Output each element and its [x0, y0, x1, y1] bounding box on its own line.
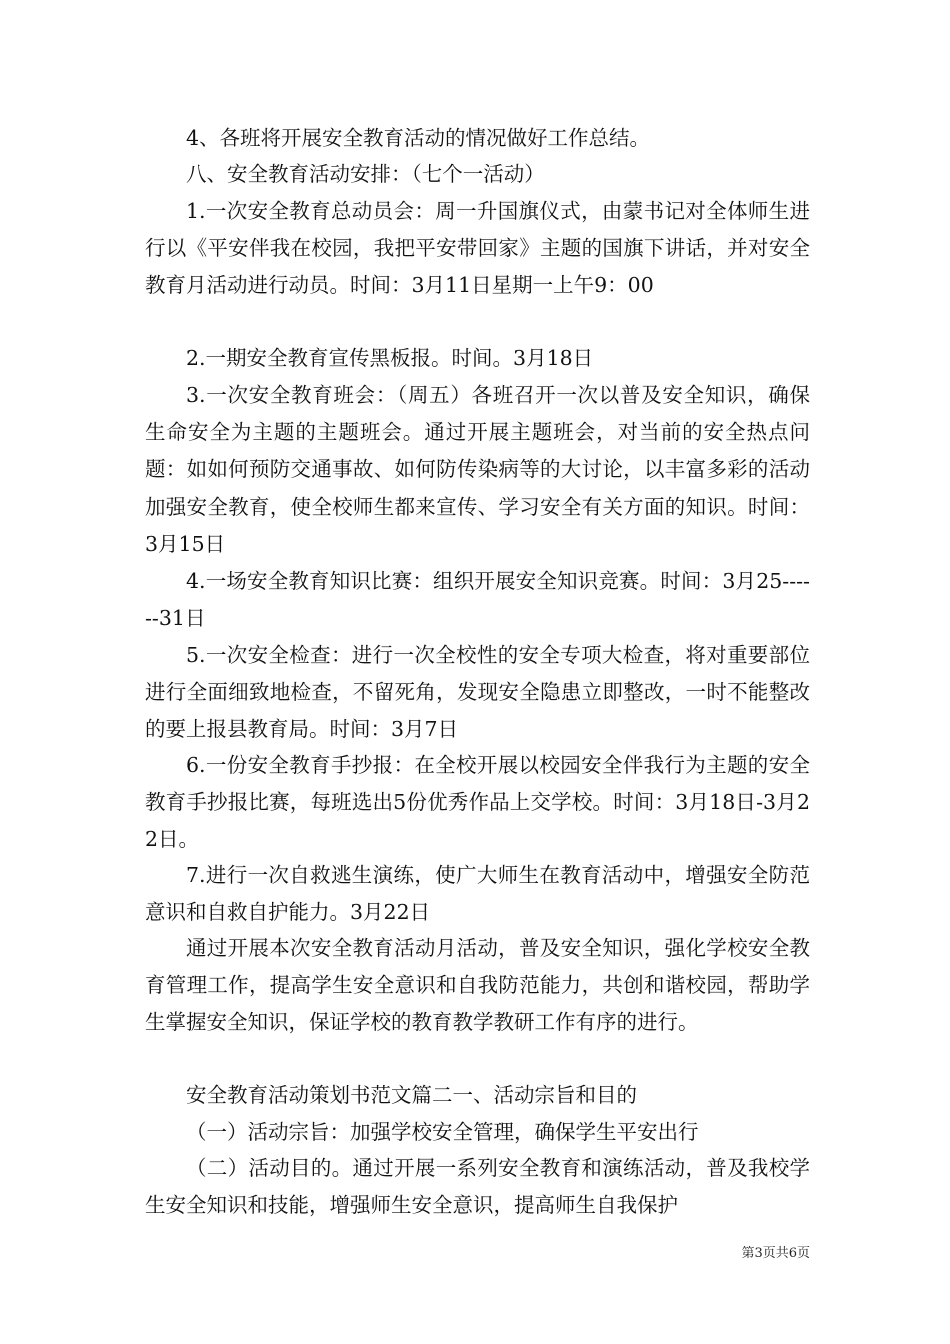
page-number: 第3页共6页 [741, 1246, 810, 1261]
paragraph-summary-note: 4、各班将开展安全教育活动的情况做好工作总结。 [186, 126, 651, 150]
paragraph-item-5: 5.一次安全检查：进行一次全校性的安全专项大检查，将对重要部位进行全面细致地检查，不留死角，发现安全隐患立即整改，一时不能整改的要上报县教育局。时间：3月7日 [145, 643, 810, 742]
paragraph-item-2: 2.一期安全教育宣传黑板报。时间。3月18日 [186, 346, 594, 370]
paragraph-item-3: 3.一次安全教育班会：（周五）各班召开一次以普及安全知识，确保生命安全为主题的主题班会。通过开展主题班会，对当前的安全热点问题：如如何预防交通事故、如何防传染病等的大讨论，以丰富多彩的活动加强安全教育，使全校师生都来宣传、学习安全有关方面的知识。时间：3月15日 [145, 383, 810, 556]
paragraph-item-7: 7.进行一次自救逃生演练，使广大师生在教育活动中，增强安全防范意识和自救自护能力。3月22日 [145, 863, 810, 925]
paragraph-purpose: （一）活动宗旨：加强学校安全管理，确保学生平安出行 [186, 1120, 699, 1144]
paragraph-item-1: 1.一次安全教育总动员会：周一升国旗仪式，由蒙书记对全体师生进行以《平安伴我在校园，我把平安带回家》主题的国旗下讲话，并对安全教育月活动进行动员。时间：3月11日星期一上午9：00 [145, 199, 810, 298]
paragraph-goal: （二）活动目的。通过开展一系列安全教育和演练活动，普及我校学生安全知识和技能，增强师生安全意识，提高师生自我保护 [145, 1156, 810, 1218]
paragraph-item-4: 4.一场安全教育知识比赛：组织开展安全知识竞赛。时间：3月25------31日 [145, 569, 810, 631]
paragraph-item-6: 6.一份安全教育手抄报：在全校开展以校园安全伴我行为主题的安全教育手抄报比赛，每班选出5份优秀作品上交学校。时间：3月18日-3月22日。 [145, 753, 810, 852]
paragraph-conclusion: 通过开展本次安全教育活动月活动，普及安全知识，强化学校安全教育管理工作，提高学生安全意识和自我防范能力，共创和谐校园，帮助学生掌握安全知识，保证学校的教育教学教研工作有序的进行。 [145, 936, 810, 1035]
section-heading-schedule: 八、安全教育活动安排：（七个一活动） [186, 162, 545, 186]
section-heading-part-two: 安全教育活动策划书范文篇二一、活动宗旨和目的 [186, 1083, 637, 1107]
